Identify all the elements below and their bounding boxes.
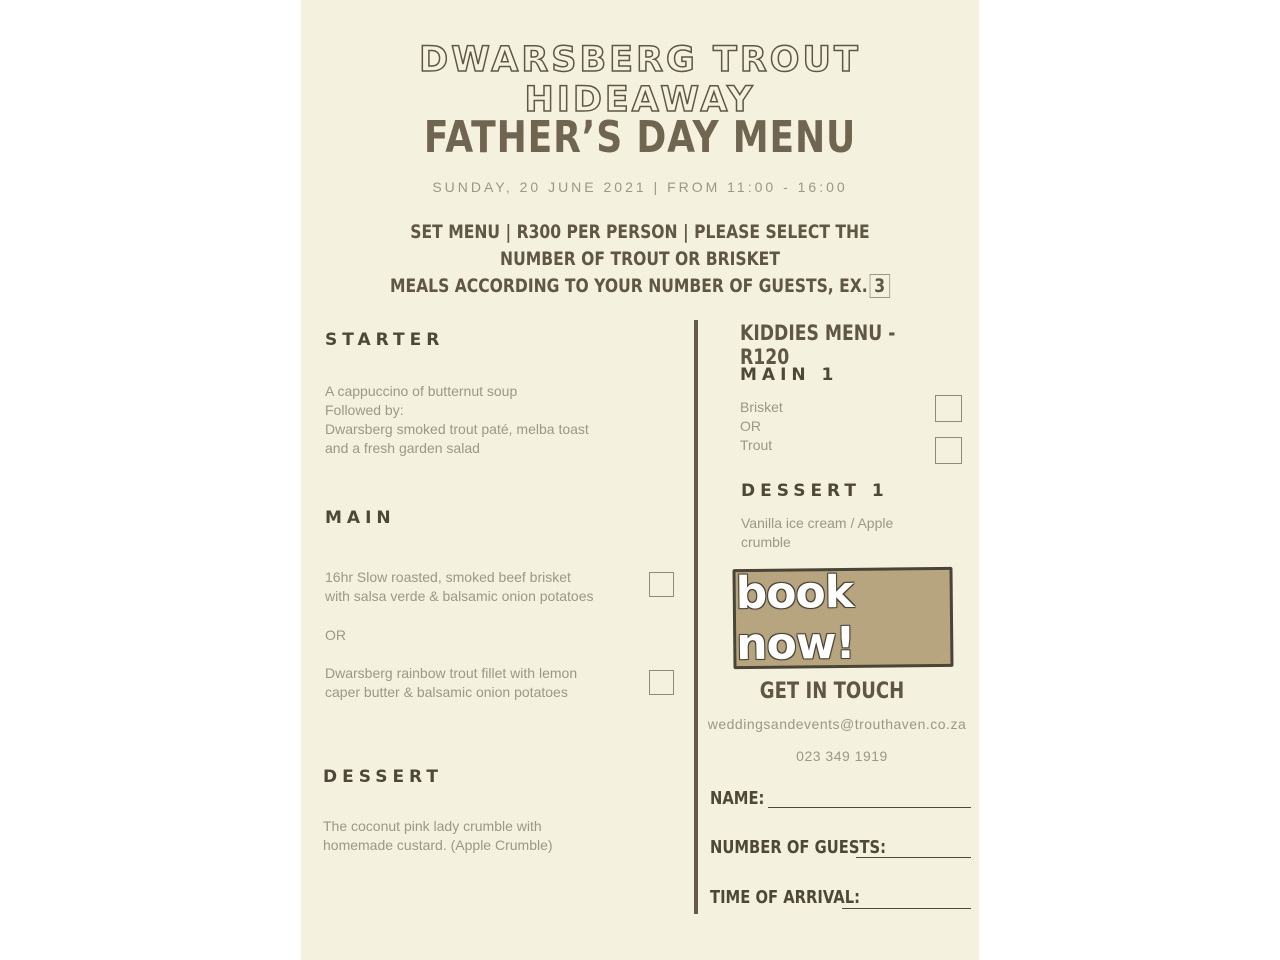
column-divider: [694, 320, 698, 914]
kiddies-menu-heading: KIDDIES MENU - R120: [740, 321, 896, 369]
menu-page: [301, 0, 979, 960]
page-title: FATHER’S DAY MENU: [423, 112, 857, 163]
kiddies-dessert-line: crumble: [741, 534, 791, 550]
starter-heading: STARTER: [325, 330, 445, 350]
starter-line: Dwarsberg smoked trout paté, melba toast: [325, 421, 589, 437]
dessert-heading: DESSERT: [323, 767, 443, 787]
set-menu-line-1: SET MENU | R300 PER PERSON | PLEASE SELECT THE NUMBER OF TROUT OR BRISKET: [410, 221, 870, 270]
trout-checkbox[interactable]: [649, 670, 674, 695]
book-now-button[interactable]: [732, 567, 953, 669]
contact-phone[interactable]: 023 349 1919: [796, 748, 888, 764]
name-label: NAME:: [710, 788, 765, 809]
kiddies-trout-checkbox[interactable]: [935, 437, 962, 464]
dessert-line: The coconut pink lady crumble with: [323, 818, 542, 834]
set-menu-line-2-text: MEALS ACCORDING TO YOUR NUMBER OF GUESTS, EX.: [389, 275, 868, 297]
name-input[interactable]: [768, 788, 971, 808]
main-option-brisket-line: with salsa verde & balsamic onion potatoes: [325, 588, 594, 604]
get-in-touch-heading: GET IN TOUCH: [759, 679, 905, 704]
kiddies-trout: Trout: [740, 437, 773, 453]
arrival-label: TIME OF ARRIVAL:: [710, 887, 861, 908]
kiddies-main-heading: MAIN 1: [740, 365, 839, 385]
dessert-line: homemade custard. (Apple Crumble): [323, 837, 553, 853]
event-date: SUNDAY, 20 JUNE 2021 | FROM 11:00 - 16:00: [432, 179, 848, 195]
main-option-trout-line: caper butter & balsamic onion potatoes: [325, 684, 568, 700]
guests-label: NUMBER OF GUESTS:: [710, 837, 887, 858]
starter-description: [325, 382, 589, 458]
brisket-checkbox[interactable]: [649, 572, 674, 597]
guests-input[interactable]: [856, 838, 971, 858]
main-option-brisket-line: 16hr Slow roasted, smoked beef brisket: [325, 569, 571, 585]
kiddies-main-options: [740, 398, 783, 455]
example-guest-count: 3: [869, 274, 890, 298]
set-menu-line-2: [375, 273, 905, 300]
kiddies-dessert-line: Vanilla ice cream / Apple: [741, 515, 894, 531]
starter-line: and a fresh garden salad: [325, 440, 480, 456]
starter-line: Followed by:: [325, 402, 404, 418]
dessert-description: [323, 817, 553, 855]
main-option-trout: [325, 664, 577, 702]
starter-line: A cappuccino of butternut soup: [325, 383, 518, 399]
main-or: OR: [325, 627, 346, 643]
kiddies-brisket-checkbox[interactable]: [935, 395, 962, 422]
kiddies-dessert-description: [741, 514, 893, 552]
kiddies-or: OR: [740, 418, 761, 434]
main-option-brisket: [325, 568, 593, 606]
set-menu-info: [375, 219, 905, 300]
book-now-label: book now!: [735, 566, 855, 671]
kiddies-brisket: Brisket: [740, 399, 783, 415]
brand-title: DWARSBERG TROUT HIDEAWAY: [419, 40, 861, 120]
arrival-input[interactable]: [842, 889, 971, 909]
contact-email[interactable]: weddingsandevents@trouthaven.co.za: [707, 716, 967, 732]
main-option-trout-line: Dwarsberg rainbow trout fillet with lemon: [325, 665, 578, 681]
kiddies-dessert-heading: DESSERT 1: [741, 481, 889, 501]
main-heading: MAIN: [325, 508, 396, 528]
